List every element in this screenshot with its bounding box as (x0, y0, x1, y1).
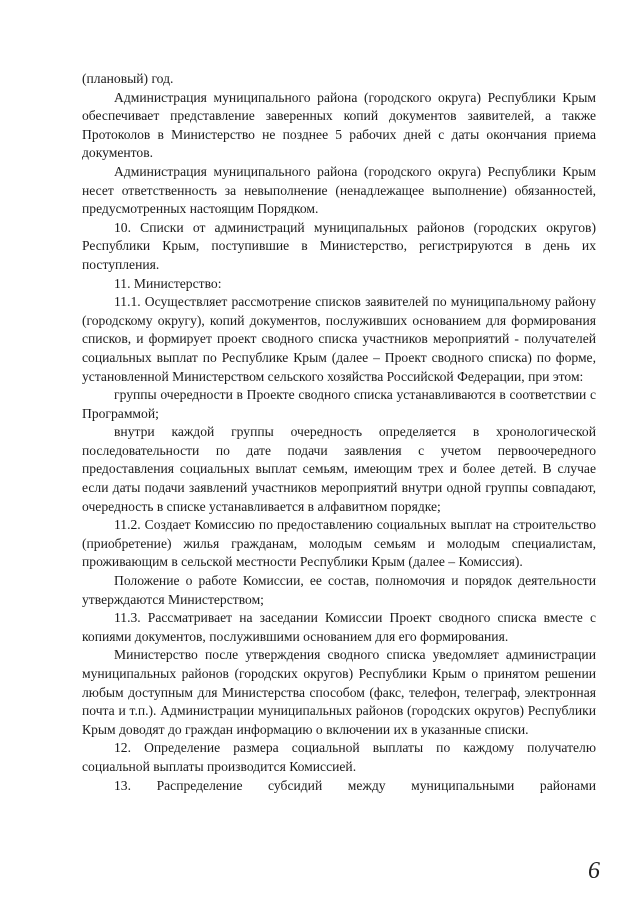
paragraph-item-12: 12. Определение размера социальной выплаты по каждому получателю социальной выплаты производится Комиссией. (82, 740, 596, 774)
paragraph-notification: Министерство после утверждения сводного списка уведомляет администрации муниципальных районов (городских округов) Республики Крым о принятом решении любым доступным для Министерства способом (факс, телефон, телеграф, электронная почта и т.п.). Администрации муниципальных районов (городских округов) Республики Крым доводят до граждан информацию о включении их в указанные списки. (82, 647, 596, 737)
paragraph-item-11-3: 11.3. Рассматривает на заседании Комиссии Проект сводного списка вместе с копиями документов, послужившими основанием для его формирования. (82, 610, 596, 644)
paragraph-item-13: 13. Распределение субсидий между муниципальными районами (114, 777, 596, 793)
paragraph-responsibility: Администрация муниципального района (городского округа) Республики Крым несет ответственность за невыполнение (ненадлежащее выполнение) обязанностей, предусмотренных настоящим Порядком. (82, 163, 596, 217)
document-body (82, 70, 596, 795)
paragraph-chronological-order: внутри каждой группы очередность определяется в хронологической последовательности по дате подачи заявления с учетом первоочередного предоставления социальных выплат семьям, имеющим трех и более детей. В случае если даты подачи заявлений участников мероприятий внутри одной группы совпадают, очередность в списке устанавливается в алфавитном порядке; (82, 424, 596, 514)
paragraph-priority-groups: группы очередности в Проекте сводного списка устанавливаются в соответствии с Программой; (82, 387, 596, 421)
paragraph-continuation: (плановый) год. (82, 71, 174, 86)
paragraph-docs-submission: Администрация муниципального района (городского округа) Республики Крым обеспечивает представление заверенных копий документов заявителей, а также Протоколов в Министерство не позднее 5 рабочих дней с даты окончания приема документов. (82, 89, 596, 161)
paragraph-item-11-1: 11.1. Осуществляет рассмотрение списков заявителей по муниципальному району (городскому округу), копий документов, послуживших основанием для формирования списков, и формирует проект сводного списка участников мероприятий - получателей социальных выплат по Республике Крым (далее – Проект сводного списка) по форме, установленной Министерством сельского хозяйства Российской Федерации, при этом: (82, 294, 596, 384)
paragraph-item-11-2: 11.2. Создает Комиссию по предоставлению социальных выплат на строительство (приобретение) жилья гражданам, молодым семьям и молодым специалистам, проживающим в сельской местности Республики Крым (далее – Комиссия). (82, 517, 596, 570)
page-number: 6 (588, 858, 600, 884)
paragraph-commission-regulation: Положение о работе Комиссии, ее состав, полномочия и порядок деятельности утверждаются Министерством; (82, 573, 596, 607)
paragraph-item-11: 11. Министерство: (114, 275, 222, 291)
paragraph-item-10: 10. Списки от администраций муниципальных районов (городских округов) Республики Крым, поступившие в Министерство, регистрируются в день их поступления. (82, 219, 596, 272)
